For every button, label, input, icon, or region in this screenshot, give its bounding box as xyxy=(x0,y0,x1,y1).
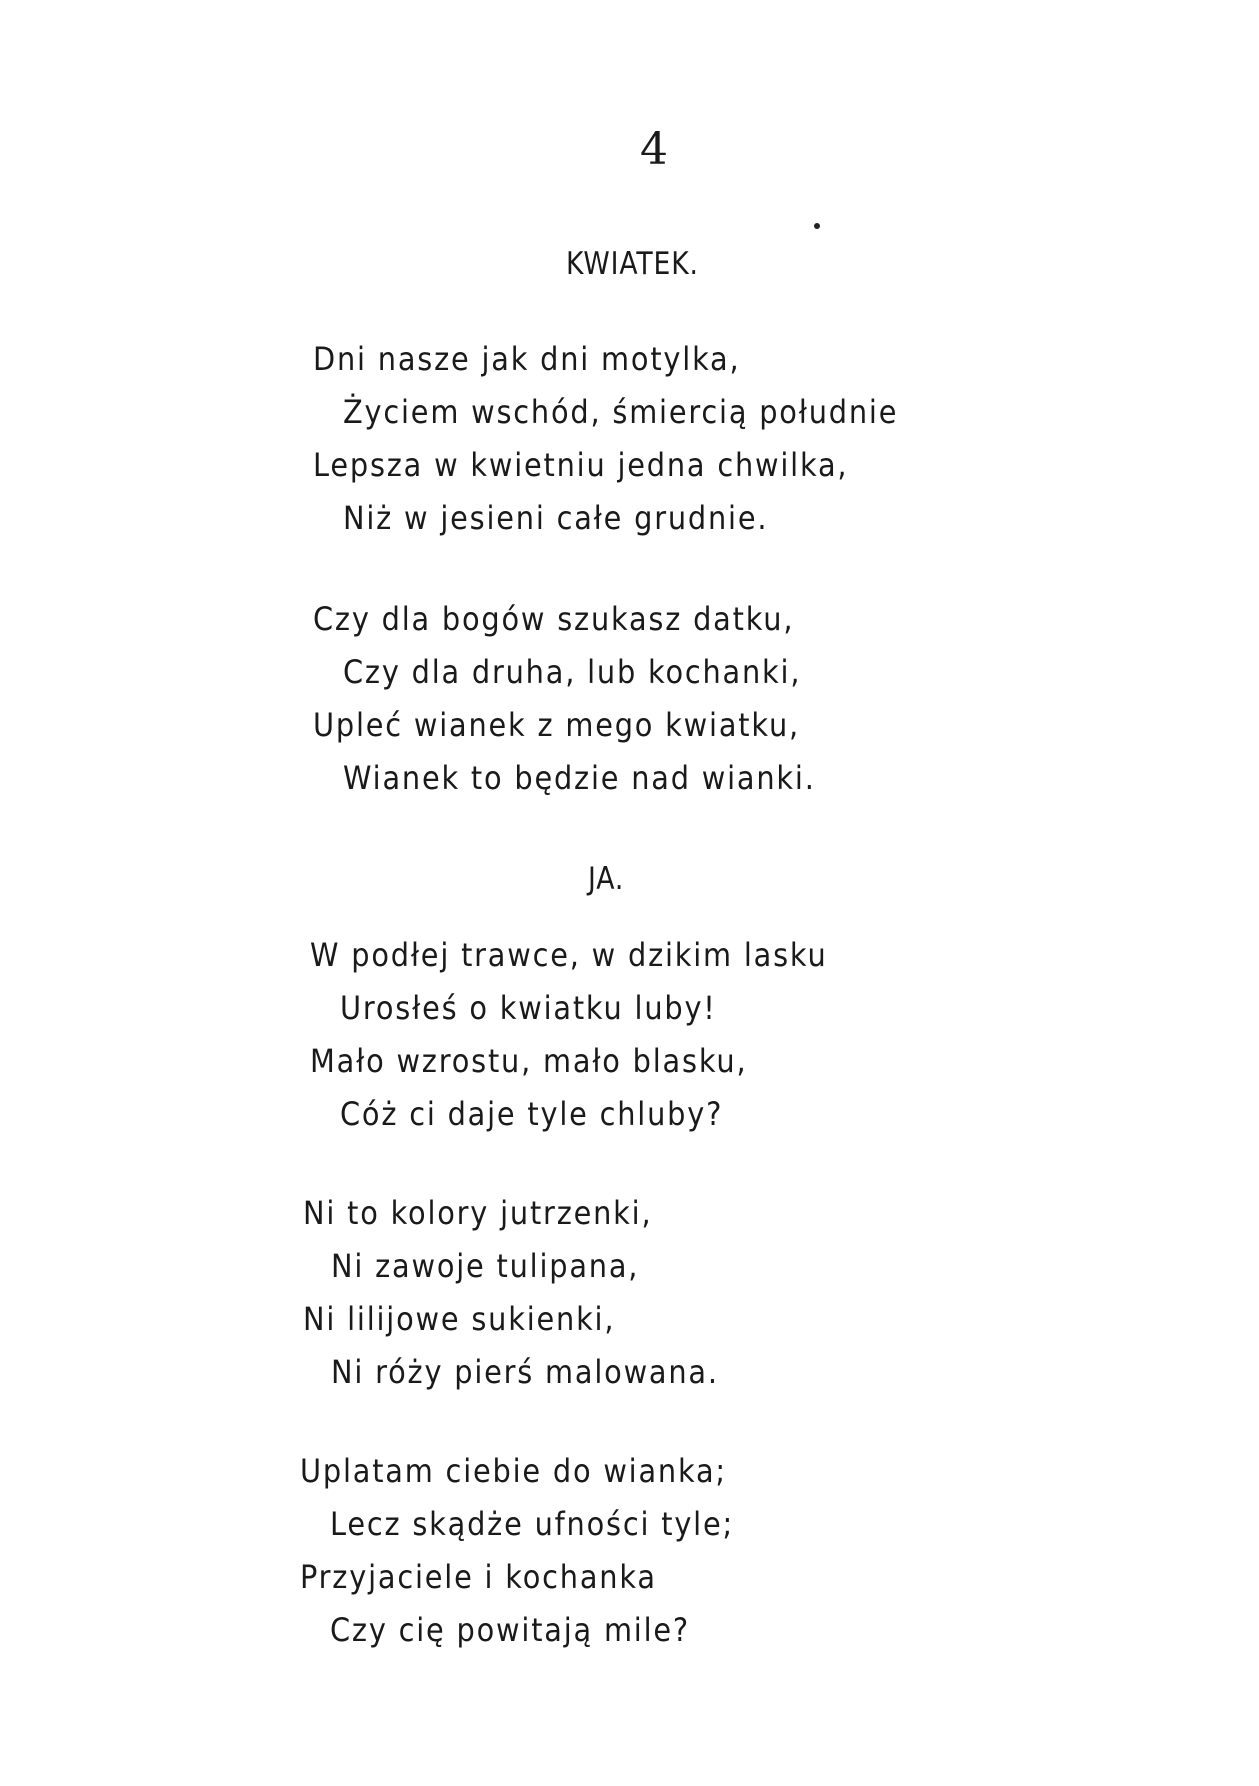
verse-line: Czy dla bogów szukasz datku, xyxy=(313,600,795,638)
verse-line: Uplatam ciebie do wianka; xyxy=(300,1452,727,1490)
verse-line: W podłej trawce, w dzikim lasku xyxy=(310,936,828,974)
verse-line: Urosłeś o kwiatku luby! xyxy=(340,989,717,1027)
verse-line: Ni zawoje tulipana, xyxy=(331,1247,640,1285)
verse-line: Ni róży pierś malowana. xyxy=(331,1353,719,1391)
verse-line: Lepsza w kwietniu jedna chwilka, xyxy=(313,446,849,484)
verse-line: Ni to kolory jutrzenki, xyxy=(303,1194,653,1232)
verse-line: Lecz skądże ufności tyle; xyxy=(330,1505,734,1543)
verse-line: Ni lilijowe sukienki, xyxy=(303,1300,616,1338)
verse-line: Niż w jesieni całe grudnie. xyxy=(343,499,769,537)
verse-line: Mało wzrostu, mało blasku, xyxy=(310,1042,748,1080)
ink-speck xyxy=(814,223,820,229)
verse-line: Przyjaciele i kochanka xyxy=(300,1558,657,1596)
verse-line: Czy cię powitają mile? xyxy=(330,1611,690,1649)
verse-line: Dni nasze jak dni motylka, xyxy=(313,340,741,378)
verse-line: Życiem wschód, śmiercią południe xyxy=(343,393,899,431)
verse-line: Cóż ci daje tyle chluby? xyxy=(340,1095,724,1133)
verse-line: Upleć wianek z mego kwiatku, xyxy=(313,706,800,744)
verse-line: Czy dla druha, lub kochanki, xyxy=(343,653,802,691)
verse-line: Wianek to będzie nad wianki. xyxy=(343,759,816,797)
poem-title-kwiatek: KWIATEK. xyxy=(566,246,699,282)
page-number: 4 xyxy=(640,124,668,175)
poem-title-ja: JA. xyxy=(588,861,625,897)
